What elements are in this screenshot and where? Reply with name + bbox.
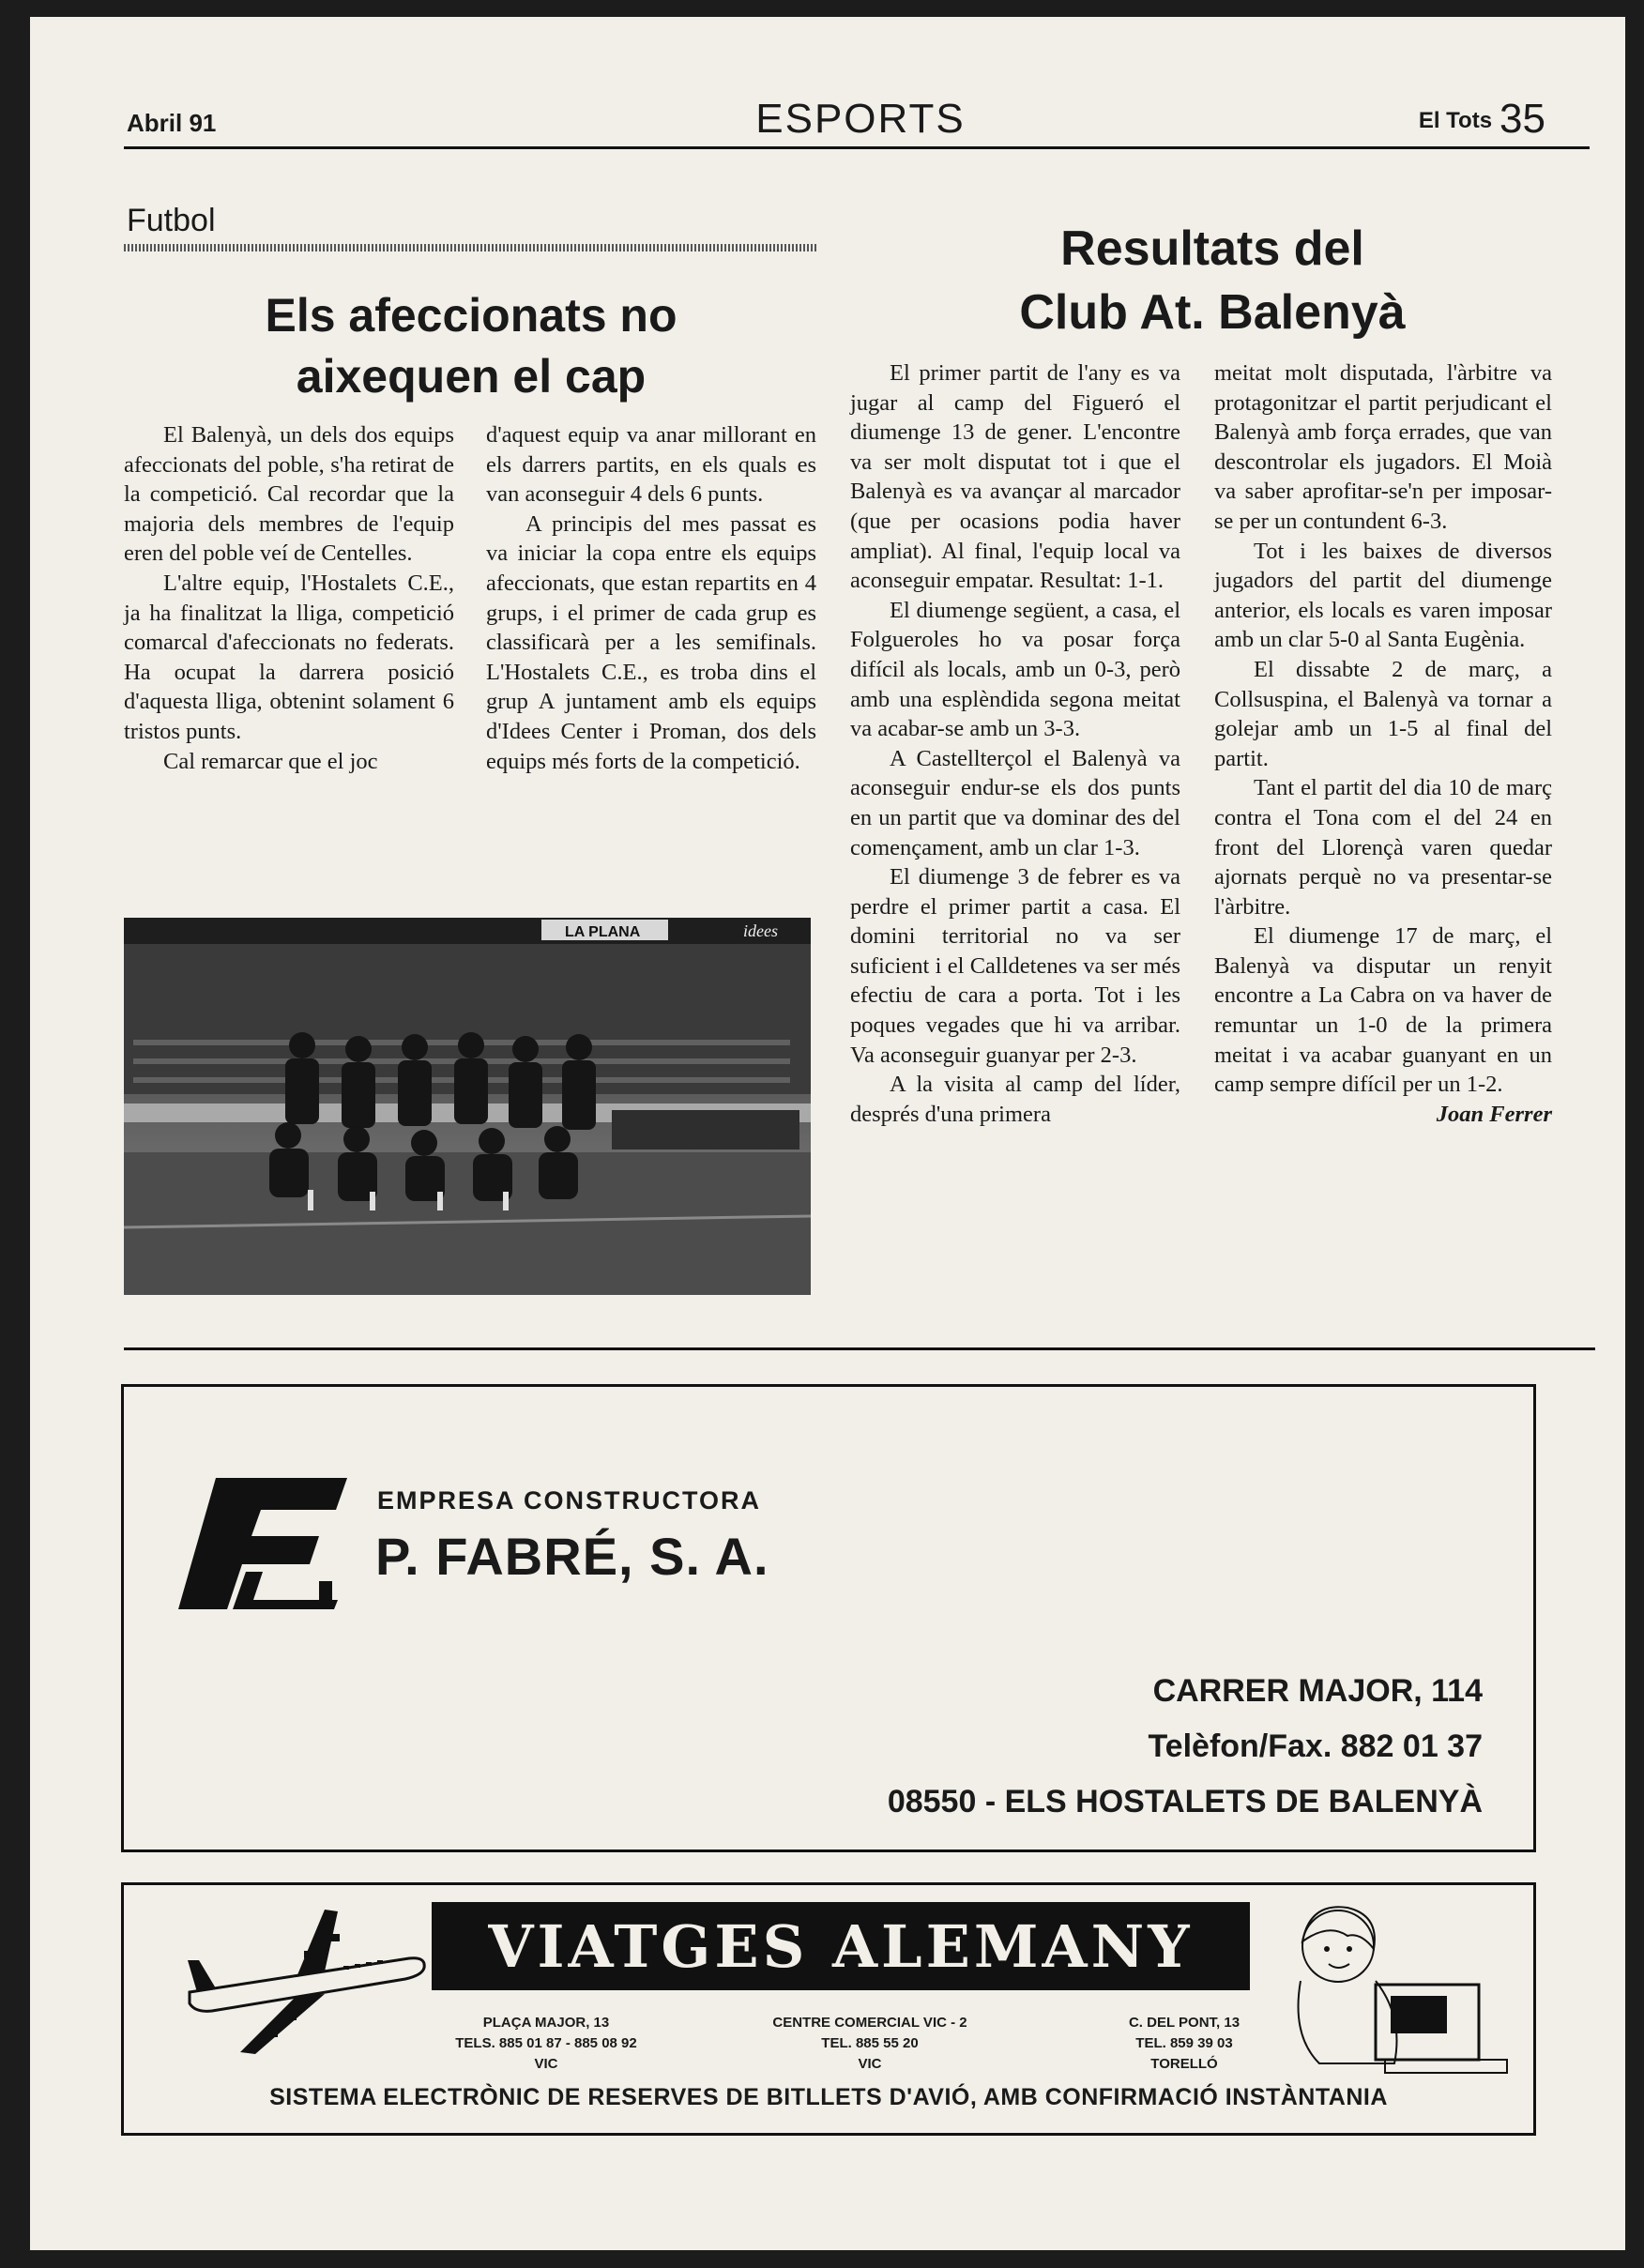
- article2-column-1: [850, 358, 1180, 1129]
- office-centre-comercial: [715, 2013, 1025, 2075]
- ad-fabre: [121, 1384, 1536, 1852]
- issue-date: Abril 91: [127, 109, 217, 137]
- fabre-address: CARRER MAJOR, 114: [1152, 1673, 1483, 1709]
- stadium-banner-text: LA PLANA: [565, 924, 641, 940]
- ad-viatges-alemany: [121, 1882, 1536, 2136]
- paragraph: El diumenge 17 de març, el Balenyà va disputar un renyit encontre a La Cabra on va haver de remuntar un 1-0 de la primera meitat i va acabar guanyant en un camp sempre difícil per un 1-2.: [1214, 923, 1552, 1098]
- sponsor-banner-text: idees: [743, 921, 778, 940]
- article1-title-line2: aixequen el cap: [296, 350, 647, 403]
- office-address: CENTRE COMERCIAL VIC - 2: [772, 2015, 967, 2031]
- paragraph: El dissabte 2 de març, a Collsuspina, el Balenyà va tornar a golejar amb un 1-5 al final del partit.: [1214, 656, 1552, 771]
- article1-title-line1: Els afeccionats no: [265, 289, 677, 342]
- paragraph: El primer partit de l'any es va jugar al camp del Figueró el diumenge 13 de gener. L'encontre va ser molt disputat tot i que el Balenyà es va avançar al marcador (que per ocasions podia haver ampliat). Al final, l'equip local va aconseguir empatar. Resultat: 1-1.: [850, 360, 1180, 594]
- ads-separator: [124, 1347, 1595, 1350]
- section-label: Futbol: [127, 203, 216, 238]
- office-phone: TEL. 885 55 20: [821, 2035, 919, 2051]
- publication-name: El Tots: [1418, 108, 1493, 134]
- article2-column-2: [1214, 358, 1552, 1129]
- paragraph: Tant el partit del dia 10 de març contra el Tona com el del 24 en front del Llorençà varen quedar ajornats perquè no va presentar-se l'àrbitre.: [1214, 775, 1552, 920]
- fabre-tagline: EMPRESA CONSTRUCTORA: [377, 1486, 762, 1515]
- team-photo-image: [124, 918, 811, 1295]
- paragraph: El diumenge següent, a casa, el Folgueroles ho va posar força difícil als locals, amb un 0-3, però amb una esplèndida segona meitat va acabar-se amb un 3-3.: [850, 597, 1180, 742]
- travel-agent-illustration-icon: [1263, 1895, 1516, 2082]
- publication-info: [1419, 96, 1545, 143]
- magazine-page: [30, 17, 1625, 2250]
- office-town: TORELLÓ: [1150, 2056, 1218, 2072]
- article1-headline: [124, 285, 818, 407]
- office-phone: TEL. 859 39 03: [1135, 2035, 1233, 2051]
- office-town: VIC: [858, 2056, 882, 2072]
- office-torello: [1072, 2013, 1297, 2075]
- office-town: VIC: [534, 2056, 558, 2072]
- fabre-town: 08550 - ELS HOSTALETS DE BALENYÀ: [887, 1784, 1483, 1819]
- office-address: PLAÇA MAJOR, 13: [482, 2015, 610, 2031]
- office-address: C. DEL PONT, 13: [1128, 2015, 1241, 2031]
- fabre-logo-icon: [178, 1478, 347, 1614]
- team-photo: [124, 918, 811, 1295]
- paragraph: Cal remarcar que el joc: [163, 748, 378, 774]
- fabre-phone: Telèfon/Fax. 882 01 37: [1148, 1728, 1483, 1764]
- paragraph: A la visita al camp del líder, després d'una primera: [850, 1072, 1180, 1127]
- paragraph: A principis del mes passat es va iniciar la copa entre els equips afeccionats, que estan repartits en 4 grups, i el primer de cada grup es classificarà per a les semifinals. L'Hostalets C.E., es troba dins el grup A juntament amb els equips d'Idees Center i Proman, dos dels equips més forts de la competició.: [486, 510, 816, 774]
- office-plaza-major: [405, 2013, 687, 2075]
- paragraph: meitat molt disputada, l'àrbitre va protagonitzar el partit perjudicant el Balenyà amb força errades, que van descontrolar els jugadors. El Moià va saber aprofitar-se'n per imposar-se per un contundent 6-3.: [1214, 360, 1552, 534]
- article2-headline: [856, 218, 1569, 344]
- paragraph: Tot i les baixes de diversos jugadors del partit del diumenge anterior, els locals es varen imposar amb un clar 5-0 al Santa Eugènia.: [1214, 538, 1552, 653]
- section-divider: [124, 244, 818, 251]
- article2-title-line1: Resultats del: [1060, 221, 1364, 276]
- article1-column-1: [124, 420, 454, 776]
- paragraph: d'aquest equip va anar millorant en els darrers partits, en els quals es van aconseguir 4 dels 6 punts.: [486, 422, 816, 508]
- airplane-icon: [184, 1902, 428, 2062]
- viatges-tagline: SISTEMA ELECTRÒNIC DE RESERVES DE BITLLETS D'AVIÓ, AMB CONFIRMACIÓ INSTÀNTANIA: [269, 2084, 1388, 2110]
- article-author: Joan Ferrer: [1436, 1101, 1552, 1127]
- paragraph: A Castellterçol el Balenyà va aconseguir endur-se els dos punts en un partit que va dominar des del començament, amb un clar 1-3.: [850, 745, 1180, 860]
- paragraph: El Balenyà, un dels dos equips afeccionats del poble, s'ha retirat de la competició. Cal recordar que la majoria dels membres de l'equip eren del poble veí de Centelles.: [124, 422, 454, 567]
- viatges-logo-banner: [432, 1902, 1250, 1990]
- fabre-company-name: P. FABRÉ, S. A.: [375, 1527, 769, 1586]
- office-phone: TELS. 885 01 87 - 885 08 92: [455, 2035, 637, 2051]
- article1-column-2: [486, 420, 816, 776]
- paragraph: L'altre equip, l'Hostalets C.E., ja ha finalitzat la lliga, competició comarcal d'afeccionats no federats. Ha ocupat la darrera posició d'aquesta lliga, obtenint solament 6 tristos punts.: [124, 570, 454, 744]
- article2-title-line2: Club At. Balenyà: [1019, 284, 1406, 340]
- page-number: 35: [1499, 96, 1545, 142]
- paragraph: El diumenge 3 de febrer es va perdre el primer partit a casa. El domini territorial no va ser suficient i el Calldetenes va ser més efectiu de cara a porta. Tot i les poques vegades que hi va arribar. Va aconseguir guanyar per 2-3.: [850, 864, 1180, 1068]
- section-title: ESPORTS: [755, 96, 966, 142]
- viatges-name: VIATGES ALEMANY: [488, 1911, 1194, 1981]
- header-rule: [124, 146, 1590, 149]
